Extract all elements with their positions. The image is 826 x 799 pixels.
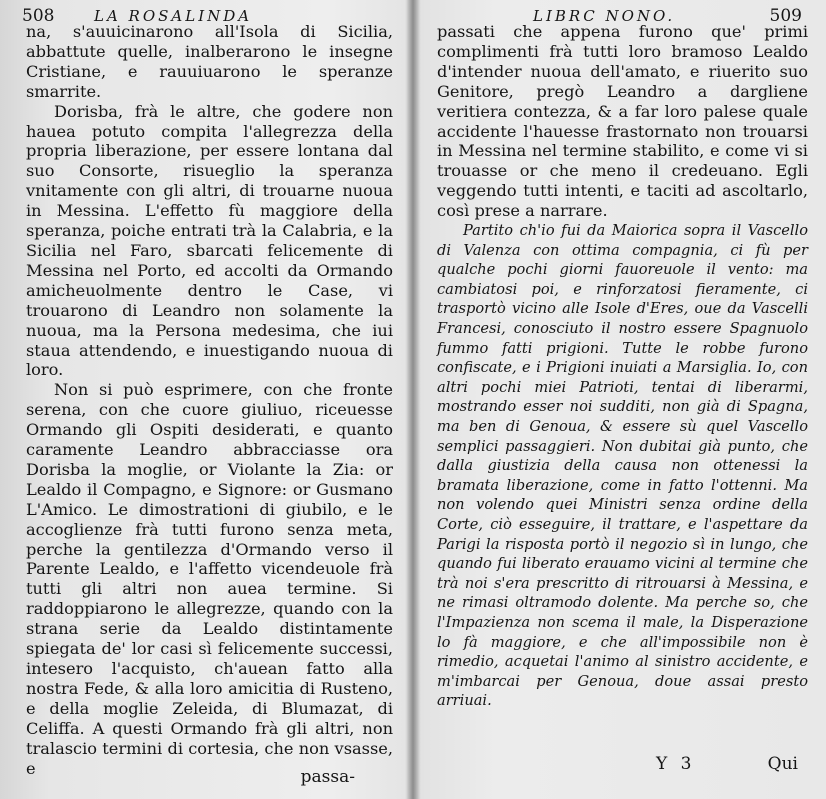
left-running-title: LA ROSALINDA	[94, 7, 253, 25]
right-paragraph-1: passati che appena furono que' primi complimenti frà tutti loro bramoso Lealdo d'intender nuoua dell'amato, e riuerito suo Genitore, pregò Leandro a dargliene veritiera contezza, & a far loro palese quale accidente l'hauesse frastornato non trouarsi in Messina nel termine stabilito, e come vi si trouasse or che meno il credeuano. Egli veggendo tutti intenti, e taciti ad ascoltarlo, così prese a narrare.	[437, 22, 808, 221]
book-gutter	[405, 0, 421, 799]
right-page	[421, 0, 826, 799]
right-paragraph-2: Partito ch'io fui da Maiorica sopra il Vascello di Valenza con ottima compagnia, ci fù per qualche pochi giorni fauoreuole il vento: ma cambiatosi poi, e rinforzatosi fieramente, ci trasportò vicino alle Isole d'Eres, oue da Vascelli Francesi, conosciuto il nostro essere Spagnuolo fummo fatti prigioni. Tutte le robbe furono confiscate, e i Prigioni inuiati a Marsiglia. Io, con altri pochi miei Patrioti, tentai di liberarmi, mostrando esser noi sudditi, non già di Spagna, ma ben di Genoua, & essere sù quel Vascello semplici passaggieri. Non dubitai già punto, che dalla giustizia della causa non ottenessi la bramata liberazione, come in fatto l'ottenni. Ma non volendo quei Ministri senza ordine della Corte, ciò esseguire, il trattare, e l'aspettare da Parigi la risposta portò il negozio sì in lungo, che quando fui liberato erauamo vicini al termine che trà noi s'era prescritto di ritrouarsi à Messina, e ne rimasi oltramodo dolente. Ma perche so, che l'Impazienza non scema il male, la Disperazione lo fà maggiore, e che all'impossibile non è rimedio, acquetai l'animo al sinistro accidente, e m'imbarcai per Genoua, doue assai presto arriuai.	[437, 222, 808, 710]
left-page-footer	[20, 747, 385, 787]
right-catchword: Qui	[767, 754, 798, 774]
left-page-number: 508	[22, 6, 55, 26]
left-paragraph-2: Dorisba, frà le altre, che godere non hauea potuto compita l'allegrezza della propria liberazione, per essere lontana dal suo Consorte, risueglio la speranza vnitamente con gli altri, di trouarne nuoua in Messina. L'effetto fù maggiore della speranza, poiche entrati trà la Calabria, e la Sicilia nel Faro, sbarcati felicemente di Messina nel Porto, ed accolti da Ormando amicheuolmente dentro le Case, vi trouarono di Leandro non solamente la nuoua, ma la Persona medesima, che iui staua attendendo, e inuestigando nuoua di loro.	[26, 101, 393, 380]
left-page	[0, 0, 405, 799]
left-paragraph-3: Non si può esprimere, con che fronte serena, con che cuore giuliuo, riceuesse Ormando gli Ospiti desiderati, e quanto caramente Leandro abbracciasse ora Dorisba la moglie, or Violante la Zia: or Lealdo il Compagno, e Signore: or Gusmano L'Amico. Le dimostrationi di giubilo, e le accoglienze frà tutti furono senza meta, perche la gentilezza d'Ormando verso il Parente Lealdo, e l'affetto vicendeuole frà tutti gli altri non auea termine. Si raddoppiarono le allegrezze, quando con la strana serie da Lealdo distintamente spiegata de' lor casi sì felicemente successi, intesero l'acquisto, ch'auean fatto alla nostra Fede, & alla loro amicitia di Rusteno, e della moglie Zeleida, di Blumazat, di Celiffa. A questi Ormando frà gli altri, non tralascio termini di cortesia, che non vsasse, e	[26, 380, 393, 778]
right-page-number: 509	[769, 6, 802, 26]
left-catchword: passa-	[300, 767, 355, 787]
right-running-title: LIBRC NONO.	[533, 7, 676, 25]
left-paragraph-1: na, s'auuicinarono all'Isola di Sicilia, abbattute quelle, inalberarono le insegne Cristiane, e rauuiuarono le speranze smarrite.	[26, 22, 393, 101]
right-page-body	[437, 22, 808, 711]
right-page-footer	[441, 747, 806, 774]
signature-mark: Y 3	[656, 754, 696, 774]
left-page-body	[26, 22, 393, 778]
